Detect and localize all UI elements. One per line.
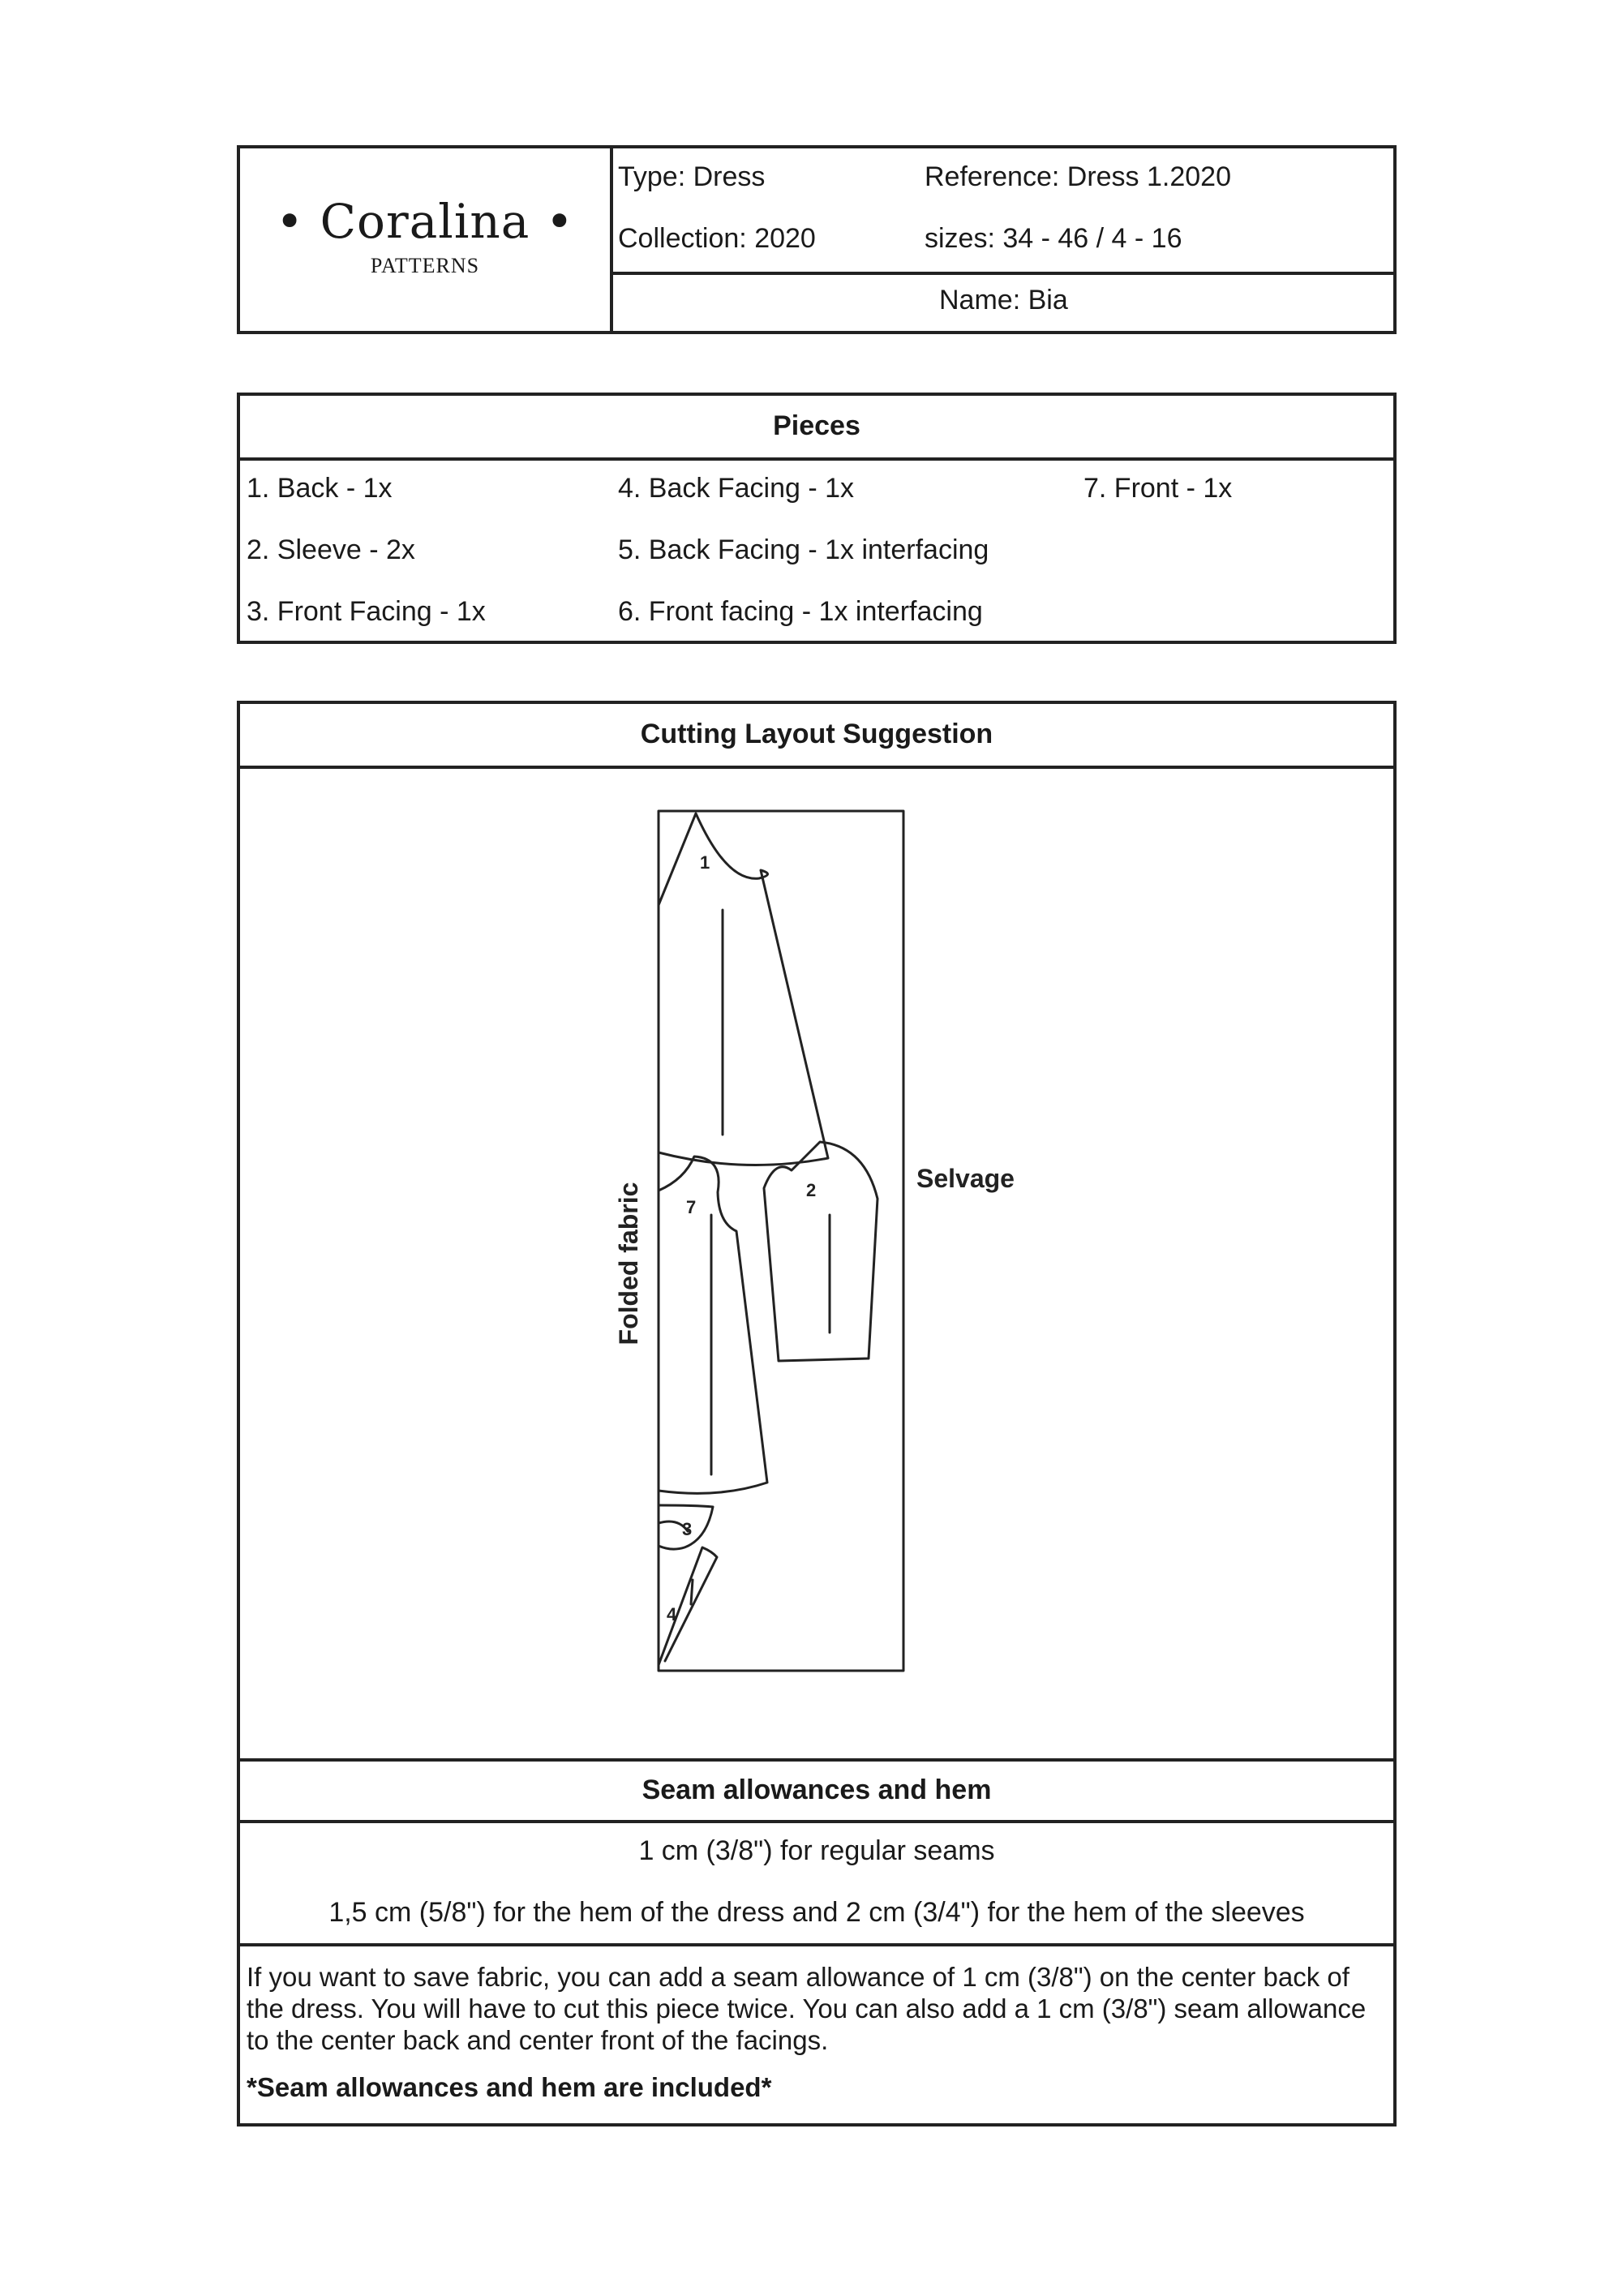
piece-item: 1. Back - 1x — [247, 473, 393, 504]
pieces-table — [237, 393, 1397, 644]
reference-field: Reference: Dress 1.2020 — [925, 161, 1231, 192]
selvage-label: Selvage — [916, 1164, 1015, 1193]
notes-text: If you want to save fabric, you can add a seam allowance of 1 cm (3/8") on the center back of the dress. You will have to cut this piece twice. You can also add a 1 cm (3/8") seam allowance to the center back and center front of the facings. — [247, 1962, 1367, 2055]
pieces-title-divider — [240, 457, 1397, 461]
type-field: Type: Dress — [618, 161, 766, 192]
header-row-divider — [610, 272, 1397, 275]
piece-item: 4. Back Facing - 1x — [618, 473, 855, 504]
cutting-layout-table — [237, 701, 1397, 2126]
piece-item: 3. Front Facing - 1x — [247, 596, 486, 627]
notes-divider — [240, 1943, 1397, 1946]
piece-back-outline — [659, 813, 828, 1165]
cutting-layout-diagram — [240, 704, 1397, 1758]
brand-name: • Coralina • — [276, 194, 574, 249]
notes-included: *Seam allowances and hem are included* — [247, 2072, 772, 2102]
piece-item: 5. Back Facing - 1x interfacing — [618, 534, 989, 565]
piece-item: 7. Front - 1x — [1083, 473, 1233, 504]
piece-number: 4 — [667, 1604, 677, 1624]
pieces-title: Pieces — [773, 410, 860, 441]
seams-title-divider — [240, 1820, 1397, 1823]
brand-subtitle: PATTERNS — [370, 254, 480, 277]
name-field: Name: Bia — [939, 285, 1068, 315]
piece-number: 7 — [686, 1197, 697, 1217]
cutting-layout-title: Cutting Layout Suggestion — [640, 719, 993, 749]
piece-item: 2. Sleeve - 2x — [247, 534, 415, 565]
piece-number: 2 — [806, 1180, 817, 1200]
piece-number: 3 — [682, 1519, 693, 1539]
piece-number: 1 — [700, 852, 710, 873]
seams-top-divider — [240, 1758, 1397, 1762]
piece-front-outline — [659, 1157, 767, 1493]
grainline — [691, 1580, 693, 1604]
folded-fabric-label: Folded fabric — [614, 1182, 643, 1345]
header-table — [237, 145, 1397, 334]
brand-logo — [240, 194, 610, 278]
seams-line-regular: 1 cm (3/8") for regular seams — [638, 1835, 995, 1866]
collection-field: Collection: 2020 — [618, 223, 816, 254]
piece-item: 6. Front facing - 1x interfacing — [618, 596, 983, 627]
seams-title: Seam allowances and hem — [642, 1775, 992, 1805]
sizes-field: sizes: 34 - 46 / 4 - 16 — [925, 223, 1182, 254]
seams-line-hem: 1,5 cm (5/8") for the hem of the dress and 2 cm (3/4") for the hem of the sleeves — [328, 1897, 1305, 1928]
piece-sleeve-outline — [764, 1142, 878, 1361]
header-divider — [610, 148, 613, 334]
